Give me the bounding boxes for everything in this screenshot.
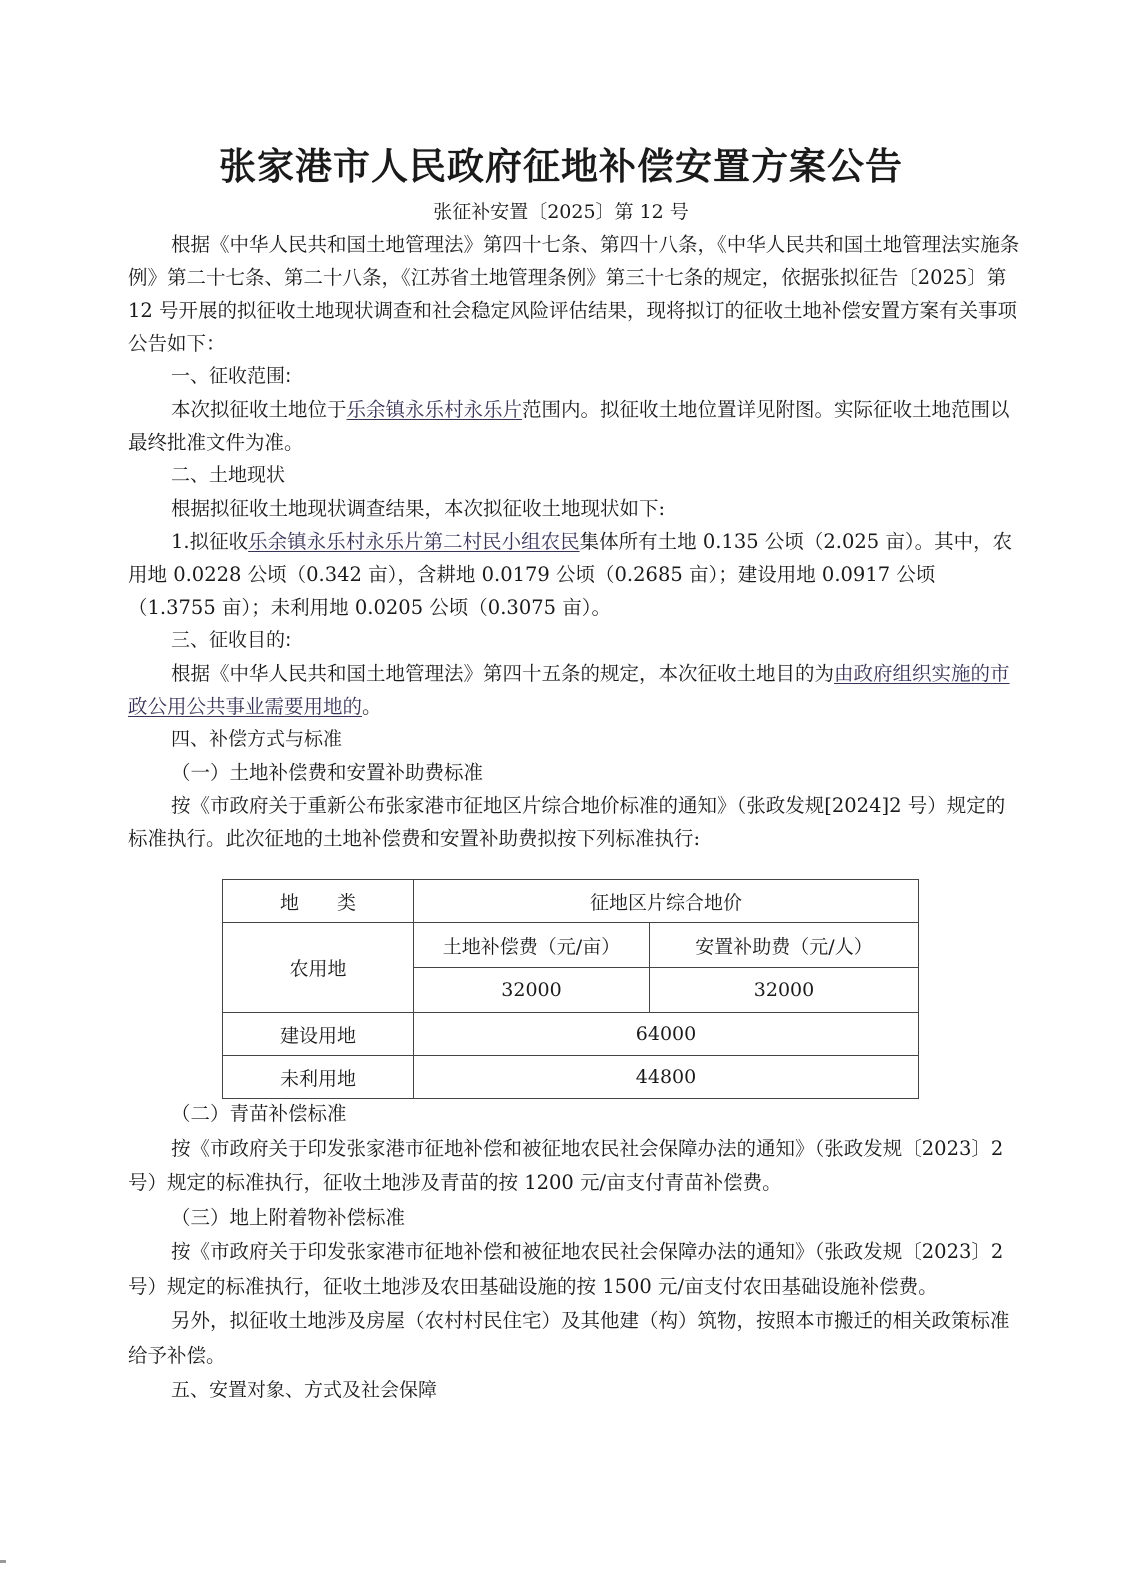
document-body-lower [128,1097,1020,1408]
table-subheader-land-comp: 土地补偿费（元/亩） [414,923,650,968]
section-heading-status: 二、土地现状 [171,464,286,486]
table-subheader-resettle: 安置补助费（元/人） [650,923,919,968]
subsection-title-land-comp: （一）土地补偿费和安置补助费标准 [171,761,484,784]
document-title: 张家港市人民政府征地补偿安置方案公告 [219,145,903,188]
intro-paragraph: 根据《中华人民共和国土地管理法》第四十七条、第四十八条，《中华人民共和国土地管理法实施条例》第二十七条、第二十八条，《江苏省土地管理条例》第三十七条的规定，依据张拟征告〔2025〕第 12 号开展的拟征收土地现状调查和社会稳定风险评估结果，现将拟订的征收土地补偿安置方案有关事项公告如下： [128,233,1020,355]
subsection-title-seedling: （二）青苗补偿标准 [171,1102,347,1125]
seedling-paragraph: 按《市政府关于印发张家港市征地补偿和被征地农民社会保障办法的通知》（张政发规〔2023〕2 号）规定的标准执行，征收土地涉及青苗的按 1200 元/亩支付青苗补偿费。 [128,1136,1004,1194]
land-comp-paragraph: 按《市政府关于重新公布张家港市征地区片综合地价标准的通知》（张政发规[2024]2 号）规定的标准执行。此次征地的土地补偿费和安置补助费拟按下列标准执行: [128,794,1006,850]
purpose-text: 由政府组织实施的市政公用公共事业需要用地的 [128,662,1010,718]
status-item-1: 1.拟征收乐余镇永乐村永乐片第二村民小组农民集体所有土地 0.135 公顷（2.025 亩）。其中，农用地 0.0228 公顷（0.342 亩），含耕地 0.0179 公顷（0.2685 亩）；建设用地 0.0917 公顷（1.3755 亩）；未利用地 0.0205 公顷（0.3075 亩）。 [128,530,1013,619]
scope-paragraph: 本次拟征收土地位于乐余镇永乐村永乐片范围内。拟征收土地位置详见附图。实际征收土地范围以最终批准文件为准。 [128,398,1010,454]
table-cell-land-comp: 32000 [414,968,650,1013]
table-header-land-type: 地 类 [223,880,414,923]
status-lead: 根据拟征收土地现状调查结果，本次拟征收土地现状如下: [171,497,666,520]
table-cell-value: 64000 [414,1013,919,1056]
table-cell-type: 农用地 [223,923,414,1013]
section-heading-scope: 一、征收范围: [171,365,292,387]
scope-place: 乐余镇永乐村永乐片 [346,398,523,421]
table-cell-value: 44800 [414,1056,919,1099]
subsection-title-attachment: （三）地上附着物补偿标准 [171,1205,406,1229]
purpose-paragraph: 根据《中华人民共和国土地管理法》第四十五条的规定，本次征收土地目的为由政府组织实施的市政公用公共事业需要用地的。 [128,662,1010,718]
status-owner: 乐余镇永乐村永乐片第二村民小组农民 [248,530,580,553]
section-heading-compensation: 四、补偿方式与标准 [171,728,343,750]
table-cell-resettle: 32000 [650,968,919,1013]
scan-mark [0,1560,6,1563]
table-cell-type: 未利用地 [223,1056,414,1099]
document-body-upper [128,228,1020,855]
table-cell-type: 建设用地 [223,1013,414,1056]
extra-paragraph: 另外，拟征收土地涉及房屋（农村村民住宅）及其他建（构）筑物，按照本市搬迁的相关政策标准给予补偿。 [128,1309,1010,1367]
section-heading-purpose: 三、征收目的: [171,629,292,651]
compensation-standard-table [222,879,919,1099]
document-number: 张征补安置〔2025〕第 12 号 [433,201,689,223]
section-heading-resettlement: 五、安置对象、方式及社会保障 [171,1379,438,1401]
table-header-price: 征地区片综合地价 [414,880,919,923]
attachment-paragraph: 按《市政府关于印发张家港市征地补偿和被征地农民社会保障办法的通知》（张政发规〔2023〕2 号）规定的标准执行，征收土地涉及农田基础设施的按 1500 元/亩支付农田基础设施补偿费。 [128,1240,1004,1298]
